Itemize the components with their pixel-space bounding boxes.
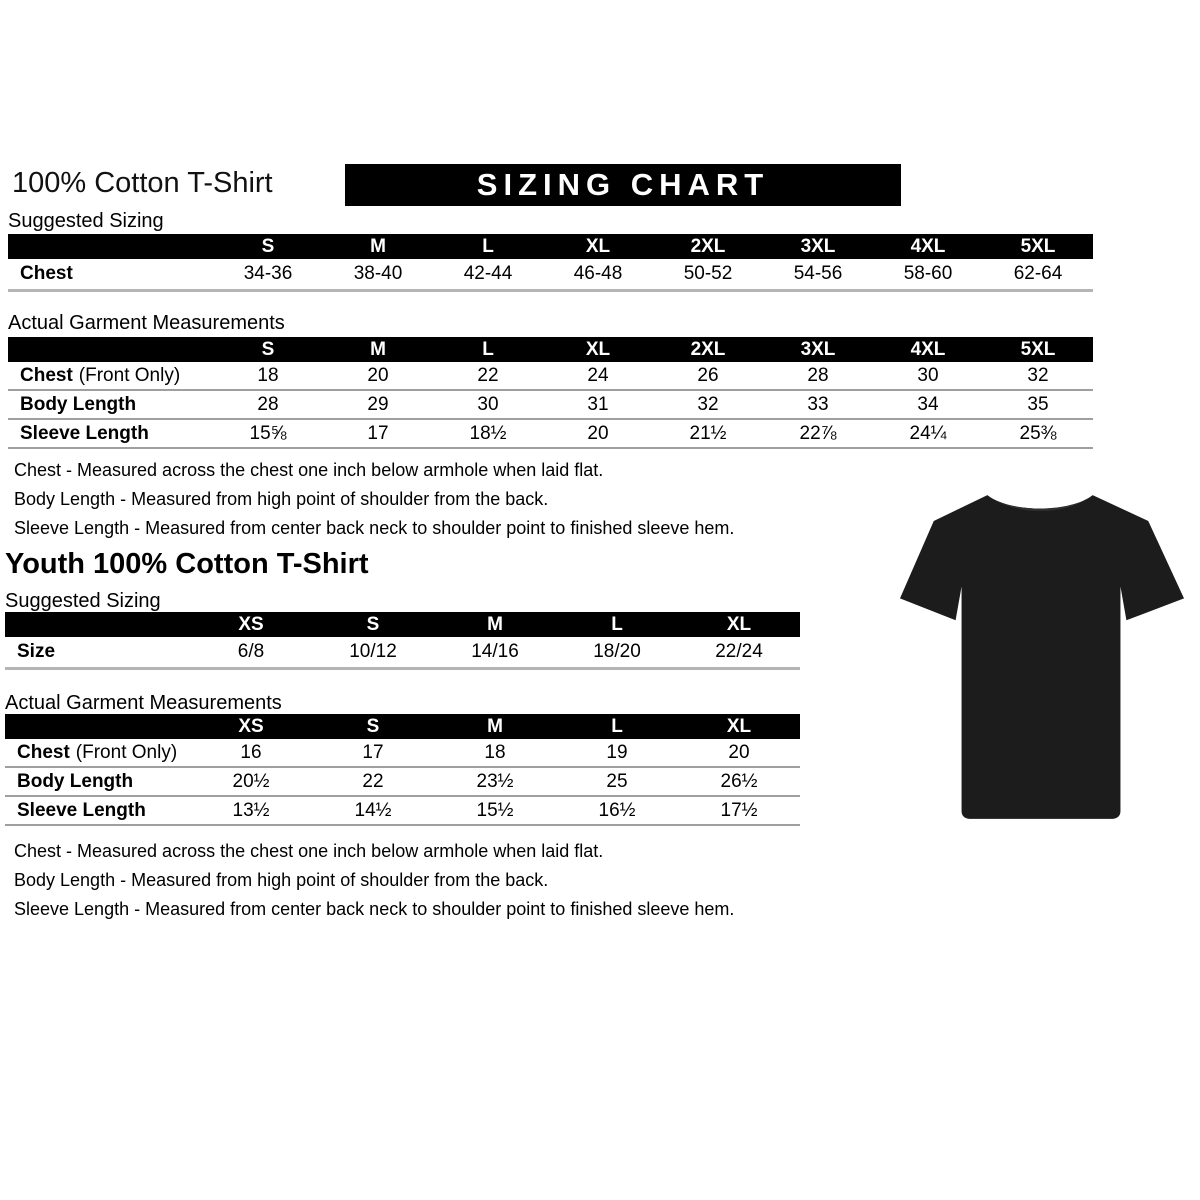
size-value-cell: 22 <box>312 768 434 797</box>
size-column-header: XL <box>543 337 653 362</box>
row-label <box>5 637 190 670</box>
size-column-header: L <box>556 612 678 637</box>
size-value-cell: 26½ <box>678 768 800 797</box>
youth-suggested-sizing-label: Suggested Sizing <box>5 590 161 612</box>
row-label <box>8 362 213 391</box>
size-value-cell: 18½ <box>433 420 543 449</box>
size-column-header: XL <box>543 234 653 259</box>
size-value-cell: 18 <box>434 739 556 768</box>
size-value-cell: 10/12 <box>312 637 434 670</box>
size-value-cell: 33 <box>763 391 873 420</box>
size-column-header: 2XL <box>653 337 763 362</box>
row-label <box>8 420 213 449</box>
row-label <box>5 797 190 826</box>
note-body-length: Body Length - Measured from high point of shoulder from the back. <box>14 870 549 890</box>
size-value-cell: 13½ <box>190 797 312 826</box>
size-column-header: S <box>213 337 323 362</box>
row-label-text: Sleeve Length <box>20 422 149 444</box>
size-value-cell: 17 <box>312 739 434 768</box>
sizing-chart-banner-text: SIZING CHART <box>476 167 770 202</box>
size-value-cell: 14½ <box>312 797 434 826</box>
sizing-chart-banner <box>345 164 901 206</box>
size-value-cell: 30 <box>873 362 983 391</box>
size-value-cell: 20 <box>323 362 433 391</box>
adult-actual-measurements-label: Actual Garment Measurements <box>8 312 285 334</box>
row-label-text: Body Length <box>17 770 134 792</box>
size-column-header: L <box>433 337 543 362</box>
note-chest: Chest - Measured across the chest one inch below armhole when laid flat. <box>14 460 604 480</box>
row-label-suffix: (Front Only) <box>75 741 178 763</box>
size-value-cell: 35 <box>983 391 1093 420</box>
size-value-cell: 58-60 <box>873 259 983 292</box>
table-corner-cell <box>8 337 213 362</box>
adult-suggested-sizing-table <box>8 234 1093 292</box>
size-column-header: 4XL <box>873 234 983 259</box>
size-column-header: M <box>434 714 556 739</box>
size-value-cell: 26 <box>653 362 763 391</box>
size-column-header: 5XL <box>983 234 1093 259</box>
row-label <box>8 259 213 292</box>
size-value-cell: 15⅝ <box>213 420 323 449</box>
size-column-header: M <box>323 337 433 362</box>
size-value-cell: 19 <box>556 739 678 768</box>
size-column-header: S <box>312 612 434 637</box>
size-value-cell: 42-44 <box>433 259 543 292</box>
size-column-header: L <box>556 714 678 739</box>
size-value-cell: 25⅜ <box>983 420 1093 449</box>
youth-measurement-notes <box>14 841 734 928</box>
size-column-header: 2XL <box>653 234 763 259</box>
size-value-cell: 15½ <box>434 797 556 826</box>
black-tshirt-image <box>898 478 1186 838</box>
size-value-cell: 46-48 <box>543 259 653 292</box>
size-column-header: M <box>434 612 556 637</box>
table-corner-cell <box>8 234 213 259</box>
size-value-cell: 16 <box>190 739 312 768</box>
size-value-cell: 22/24 <box>678 637 800 670</box>
size-column-header: S <box>312 714 434 739</box>
size-value-cell: 18 <box>213 362 323 391</box>
size-value-cell: 29 <box>323 391 433 420</box>
size-column-header: XL <box>678 612 800 637</box>
size-value-cell: 22 <box>433 362 543 391</box>
note-chest: Chest - Measured across the chest one inch below armhole when laid flat. <box>14 841 604 861</box>
youth-actual-measurements-label: Actual Garment Measurements <box>5 692 282 714</box>
size-column-header: XS <box>190 612 312 637</box>
size-value-cell: 24¼ <box>873 420 983 449</box>
size-value-cell: 34-36 <box>213 259 323 292</box>
size-value-cell: 20 <box>678 739 800 768</box>
size-value-cell: 32 <box>653 391 763 420</box>
size-column-header: 3XL <box>763 337 873 362</box>
size-value-cell: 38-40 <box>323 259 433 292</box>
youth-suggested-sizing-table <box>5 612 800 670</box>
youth-product-title: Youth 100% Cotton T-Shirt <box>5 548 369 580</box>
size-value-cell: 34 <box>873 391 983 420</box>
size-value-cell: 20½ <box>190 768 312 797</box>
size-column-header: 3XL <box>763 234 873 259</box>
size-value-cell: 21½ <box>653 420 763 449</box>
adult-actual-measurements-table <box>8 337 1093 449</box>
size-value-cell: 54-56 <box>763 259 873 292</box>
size-value-cell: 32 <box>983 362 1093 391</box>
youth-actual-measurements-table <box>5 714 800 826</box>
size-column-header: XS <box>190 714 312 739</box>
row-label <box>8 391 213 420</box>
size-column-header: 4XL <box>873 337 983 362</box>
row-label-text: Chest <box>20 364 73 386</box>
size-value-cell: 50-52 <box>653 259 763 292</box>
size-value-cell: 17 <box>323 420 433 449</box>
note-body-length: Body Length - Measured from high point of shoulder from the back. <box>14 489 549 509</box>
size-value-cell: 20 <box>543 420 653 449</box>
size-value-cell: 17½ <box>678 797 800 826</box>
size-value-cell: 6/8 <box>190 637 312 670</box>
row-label-text: Sleeve Length <box>17 799 146 821</box>
row-label <box>5 768 190 797</box>
size-value-cell: 18/20 <box>556 637 678 670</box>
adult-measurement-notes <box>14 460 734 547</box>
row-label-suffix: (Front Only) <box>78 364 181 386</box>
row-label-text: Body Length <box>20 393 137 415</box>
table-corner-cell <box>5 714 190 739</box>
size-column-header: M <box>323 234 433 259</box>
size-value-cell: 14/16 <box>434 637 556 670</box>
note-sleeve-length: Sleeve Length - Measured from center back neck to shoulder point to finished sleeve hem. <box>14 899 735 919</box>
size-value-cell: 62-64 <box>983 259 1093 292</box>
row-label <box>5 739 190 768</box>
size-value-cell: 23½ <box>434 768 556 797</box>
size-column-header: S <box>213 234 323 259</box>
size-value-cell: 28 <box>213 391 323 420</box>
size-value-cell: 24 <box>543 362 653 391</box>
adult-suggested-sizing-label: Suggested Sizing <box>8 210 164 232</box>
size-column-header: L <box>433 234 543 259</box>
adult-product-title: 100% Cotton T-Shirt <box>12 167 273 199</box>
tshirt-body <box>900 495 1184 819</box>
note-sleeve-length: Sleeve Length - Measured from center back neck to shoulder point to finished sleeve hem. <box>14 518 735 538</box>
row-label-text: Size <box>17 641 56 662</box>
table-corner-cell <box>5 612 190 637</box>
size-value-cell: 30 <box>433 391 543 420</box>
size-value-cell: 28 <box>763 362 873 391</box>
size-value-cell: 25 <box>556 768 678 797</box>
size-column-header: 5XL <box>983 337 1093 362</box>
size-value-cell: 22⅞ <box>763 420 873 449</box>
size-column-header: XL <box>678 714 800 739</box>
row-label-text: Chest <box>20 263 73 284</box>
row-label-text: Chest <box>17 741 70 763</box>
size-value-cell: 31 <box>543 391 653 420</box>
size-value-cell: 16½ <box>556 797 678 826</box>
